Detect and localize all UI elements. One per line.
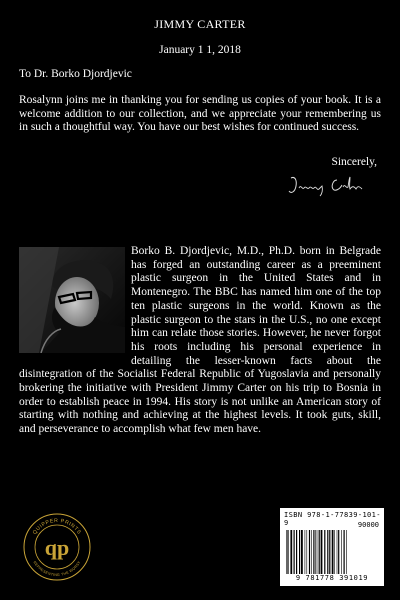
- author-photo: [19, 247, 125, 353]
- publisher-monogram: qp: [44, 535, 70, 560]
- bio-text: Borko B. Djordjevic, M.D., Ph.D. born in Belgrade has forged an outstanding career as a preeminent plastic surgeon in the United States and in Montenegro. The BBC has named him one of the top ten plastic surgeons in the world. Known as the plastic surgeon to the stars in the U.S., no one except him can relate those stories. However, he never forgot his roots including his personal experience in detailing the lesser-known facts about the disintegration of the Socialist Federal Republic of Yugoslavia and personally brokering the initiative with President Jimmy Carter on his trip to Bosnia in order to establish peace in 1994. His story is not unlike an American story of starting with nothing and achieving at the highest levels. It took guts, skill, and perseverance to accomplish what few men have.: [19, 245, 381, 436]
- publisher-logo: [22, 512, 92, 582]
- publisher-tagline: REPRESENTING THE WORST: [32, 560, 82, 578]
- publisher-name: QUIPPER PRINTS: [31, 517, 83, 536]
- letterhead-title: JIMMY CARTER: [154, 17, 246, 31]
- svg-text:QUIPPER PRINTS: [32, 518, 82, 536]
- letter-salutation: To Dr. Borko Djordjevic: [19, 68, 132, 80]
- barcode-number: 9 781778 391019: [295, 574, 369, 582]
- author-bio: [19, 245, 381, 437]
- isbn-text: ISBN 978-1-77839-101-9: [284, 511, 381, 527]
- letter-closing: Sincerely,: [331, 156, 377, 168]
- price-code: 90000: [357, 521, 379, 529]
- letter-date: January 1 1, 2018: [159, 44, 241, 56]
- signature: [285, 170, 380, 200]
- letter-body: Rosalynn joins me in thanking you for sending us copies of your book. It is a welcome addition to our collection, and we appreciate your remembering us in such a thoughtful way. You have our best wishes for continued success.: [19, 94, 381, 134]
- barcode-bars: [286, 530, 378, 574]
- isbn-barcode: [280, 508, 384, 586]
